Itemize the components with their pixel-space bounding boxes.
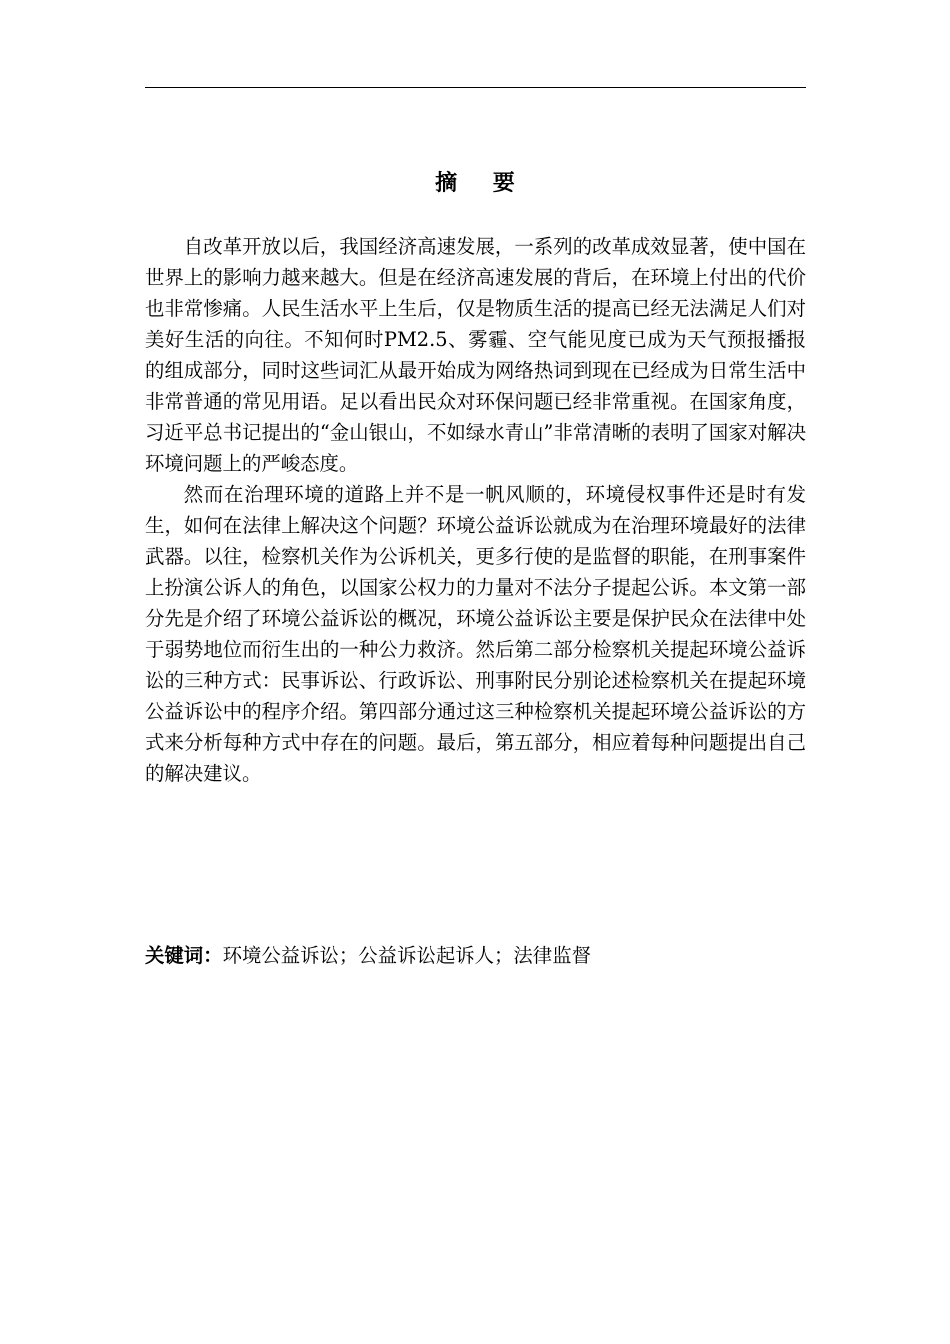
keywords-text: 环境公益诉讼；公益诉讼起诉人；法律监督 (222, 944, 591, 967)
abstract-body (145, 231, 806, 789)
abstract-title: 摘 要 (435, 171, 516, 196)
keywords-label: 关键词： (145, 944, 223, 967)
abstract-paragraph-1: 自改革开放以后，我国经济高速发展，一系列的改革成效显著，使中国在世界上的影响力越来越大。但是在经济高速发展的背后，在环境上付出的代价也非常惨痛。人民生活水平上生后，仅是物质生活的提高已经无法满足人们对美好生活的向往。不知何时PM2.5、雾霾、空气能见度已成为天气预报播报的组成部分，同时这些词汇从最开始成为网络热词到现在已经成为日常生活中非常普通的常见用语。足以看出民众对环保问题已经非常重视。在国家角度，习近平总书记提出的“金山银山，不如绿水青山”非常清晰的表明了国家对解决环境问题上的严峻态度。 (145, 235, 806, 475)
abstract-paragraph-2: 然而在治理环境的道路上并不是一帆风顺的，环境侵权事件还是时有发生，如何在法律上解决这个问题？环境公益诉讼就成为在治理环境最好的法律武器。以往，检察机关作为公诉机关，更多行使的是监督的职能，在刑事案件上扮演公诉人的角色，以国家公权力的力量对不法分子提起公诉。本文第一部分先是介绍了环境公益诉讼的概况，环境公益诉讼主要是保护民众在法律中处于弱势地位而衍生出的一种公力救济。然后第二部分检察机关提起环境公益诉讼的三种方式：民事诉讼、行政诉讼、刑事附民分别论述检察机关在提起环境公益诉讼中的程序介绍。第四部分通过这三种检察机关提起环境公益诉讼的方式来分析每种方式中存在的问题。最后，第五部分，相应着每种问题提出自己的解决建议。 (145, 483, 806, 785)
keywords-line (145, 940, 806, 971)
header-rule (145, 87, 806, 88)
